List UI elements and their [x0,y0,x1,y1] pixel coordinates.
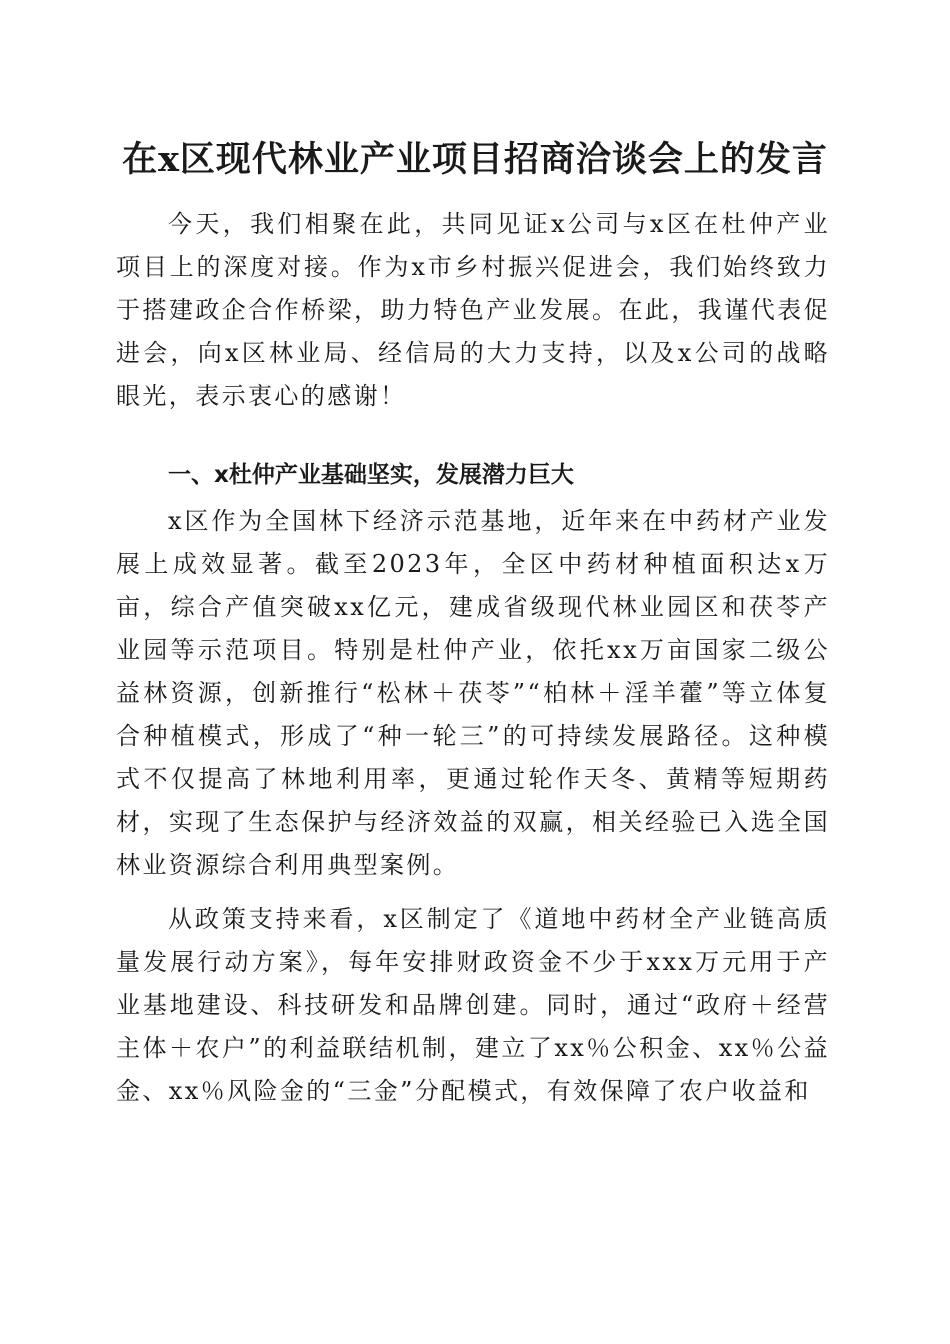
paragraph-policy-support: 从政策支持来看，x区制定了《道地中药材全产业链高质量发展行动方案》，每年安排财政资金不少于xxx万元用于产业基地建设、科技研发和品牌创建。同时，通过“政府＋经营主体＋农户”的利益联结机制，建立了xx％公积金、xx％公益金、xx％风险金的“三金”分配模式，有效保障了农户收益和 [116,905,830,1105]
section-heading-1: 一、x杜仲产业基础坚实，发展潜力巨大 [168,462,574,488]
document-title: 在x区现代林业产业项目招商洽谈会上的发言 [122,139,828,180]
paragraph-industry-base: x区作为全国林下经济示范基地，近年来在中药材产业发展上成效显著。截至2023年，全区中药材种植面积达x万亩，综合产值突破xx亿元，建成省级现代林业园区和茯苓产业园等示范项目。特别是杜仲产业，依托xx万亩国家二级公益林资源，创新推行“松林＋茯苓”“柏林＋淫羊藿”等立体复合种植模式，形成了“种一轮三”的可持续发展路径。这种模式不仅提高了林地利用率，更通过轮作天冬、黄精等短期药材，实现了生态保护与经济效益的双赢，相关经验已入选全国林业资源综合利用典型案例。 [116,507,830,879]
paragraph-intro: 今天，我们相聚在此，共同见证x公司与x区在杜仲产业项目上的深度对接。作为x市乡村振兴促进会，我们始终致力于搭建政企合作桥梁，助力特色产业发展。在此，我谨代表促进会，向x区林业局、经信局的大力支持，以及x公司的战略眼光，表示衷心的感谢！ [116,210,830,410]
